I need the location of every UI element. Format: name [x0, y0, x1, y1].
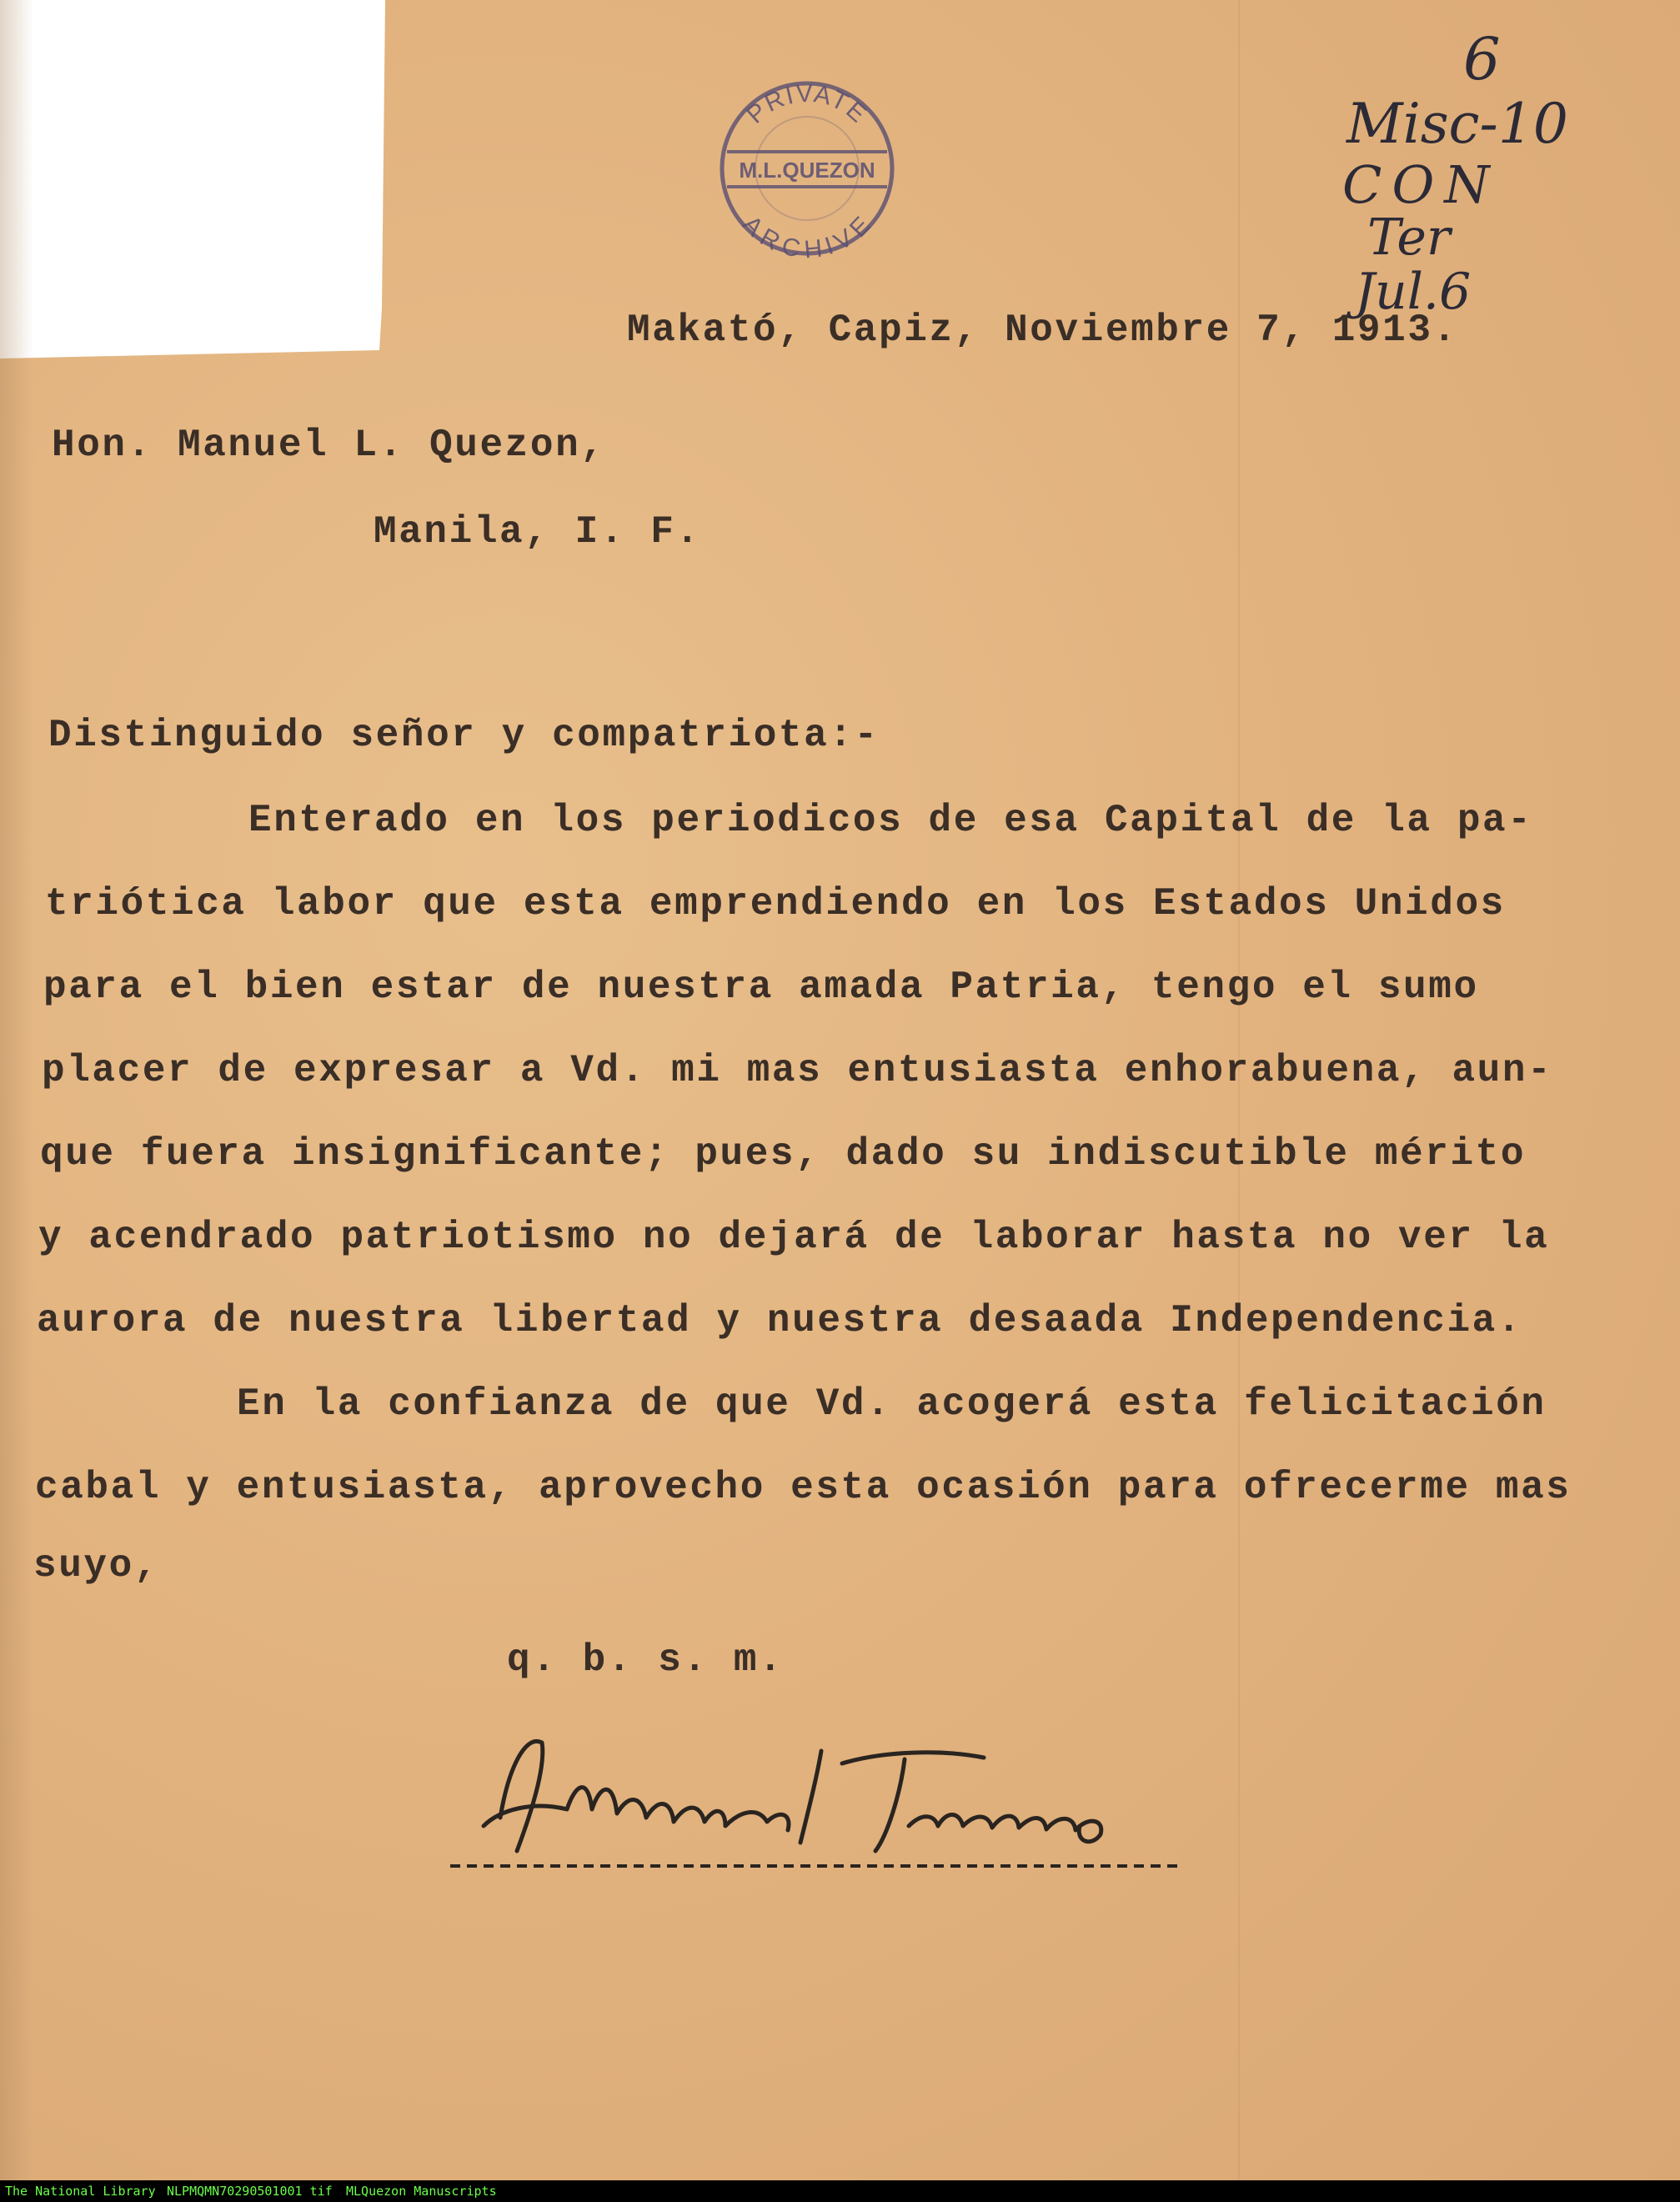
- recipient-place: Manila, I. F.: [374, 510, 701, 554]
- stamp-bottom-text: ARCHIVE: [737, 210, 877, 260]
- annotation-con: CON: [1342, 154, 1500, 215]
- body-line: que fuera insignificante; pues, dado su indiscutible mérito: [40, 1132, 1527, 1176]
- annotation-misc: Misc-10: [1347, 92, 1568, 156]
- footer-filename: NLPMQMN70290501001 tif: [167, 2184, 333, 2199]
- stamp-middle-text: M.L.QUEZON: [739, 158, 875, 183]
- salutation: Distinguido señor y compatriota:-: [48, 714, 880, 757]
- body-line: y acendrado patriotismo no dejará de laborar hasta no ver la: [38, 1216, 1550, 1259]
- footer-collection: MLQuezon Manuscripts: [346, 2184, 497, 2199]
- body-line: aurora de nuestra libertad y nuestra desaada Independencia.: [37, 1299, 1523, 1342]
- body-line: triótica labor que esta emprendiendo en los Estados Unidos: [45, 882, 1506, 925]
- body-line: cabal y entusiasta, aprovecho esta ocasión para ofrecerme mas: [35, 1466, 1572, 1509]
- annotation-jul: Jul.6: [1355, 263, 1472, 321]
- stamp-graphic: [715, 77, 899, 260]
- annotation-page-number: 6: [1463, 25, 1501, 93]
- paper-edge-shadow: [0, 0, 33, 2180]
- signature: [450, 1718, 1201, 1884]
- svg-text:ARCHIVE: [737, 211, 877, 260]
- body-line: para el bien estar de nuestra amada Patria, tengo el sumo: [43, 966, 1479, 1009]
- svg-text:PRIVATE: [741, 80, 872, 129]
- closing: q. b. s. m.: [507, 1638, 785, 1682]
- body-line: Enterado en los periodicos de esa Capital de la pa-: [248, 799, 1533, 842]
- body-line: suyo,: [33, 1544, 160, 1588]
- scan-footer-bar: [0, 2180, 1680, 2202]
- footer-library: The National Library: [5, 2184, 156, 2199]
- dateline: Makató, Capiz, Noviembre 7, 1913.: [627, 308, 1458, 352]
- signature-graphic: [450, 1718, 1201, 1884]
- body-line: placer de expresar a Vd. mi mas entusiasta enhorabuena, aun-: [42, 1049, 1553, 1092]
- archive-stamp: [715, 77, 899, 260]
- recipient-name: Hon. Manuel L. Quezon,: [52, 424, 606, 467]
- body-line: En la confianza de que Vd. acogerá esta felicitación: [237, 1382, 1547, 1426]
- stamp-top-text: PRIVATE: [741, 79, 873, 129]
- annotation-ter: Ter: [1367, 208, 1451, 267]
